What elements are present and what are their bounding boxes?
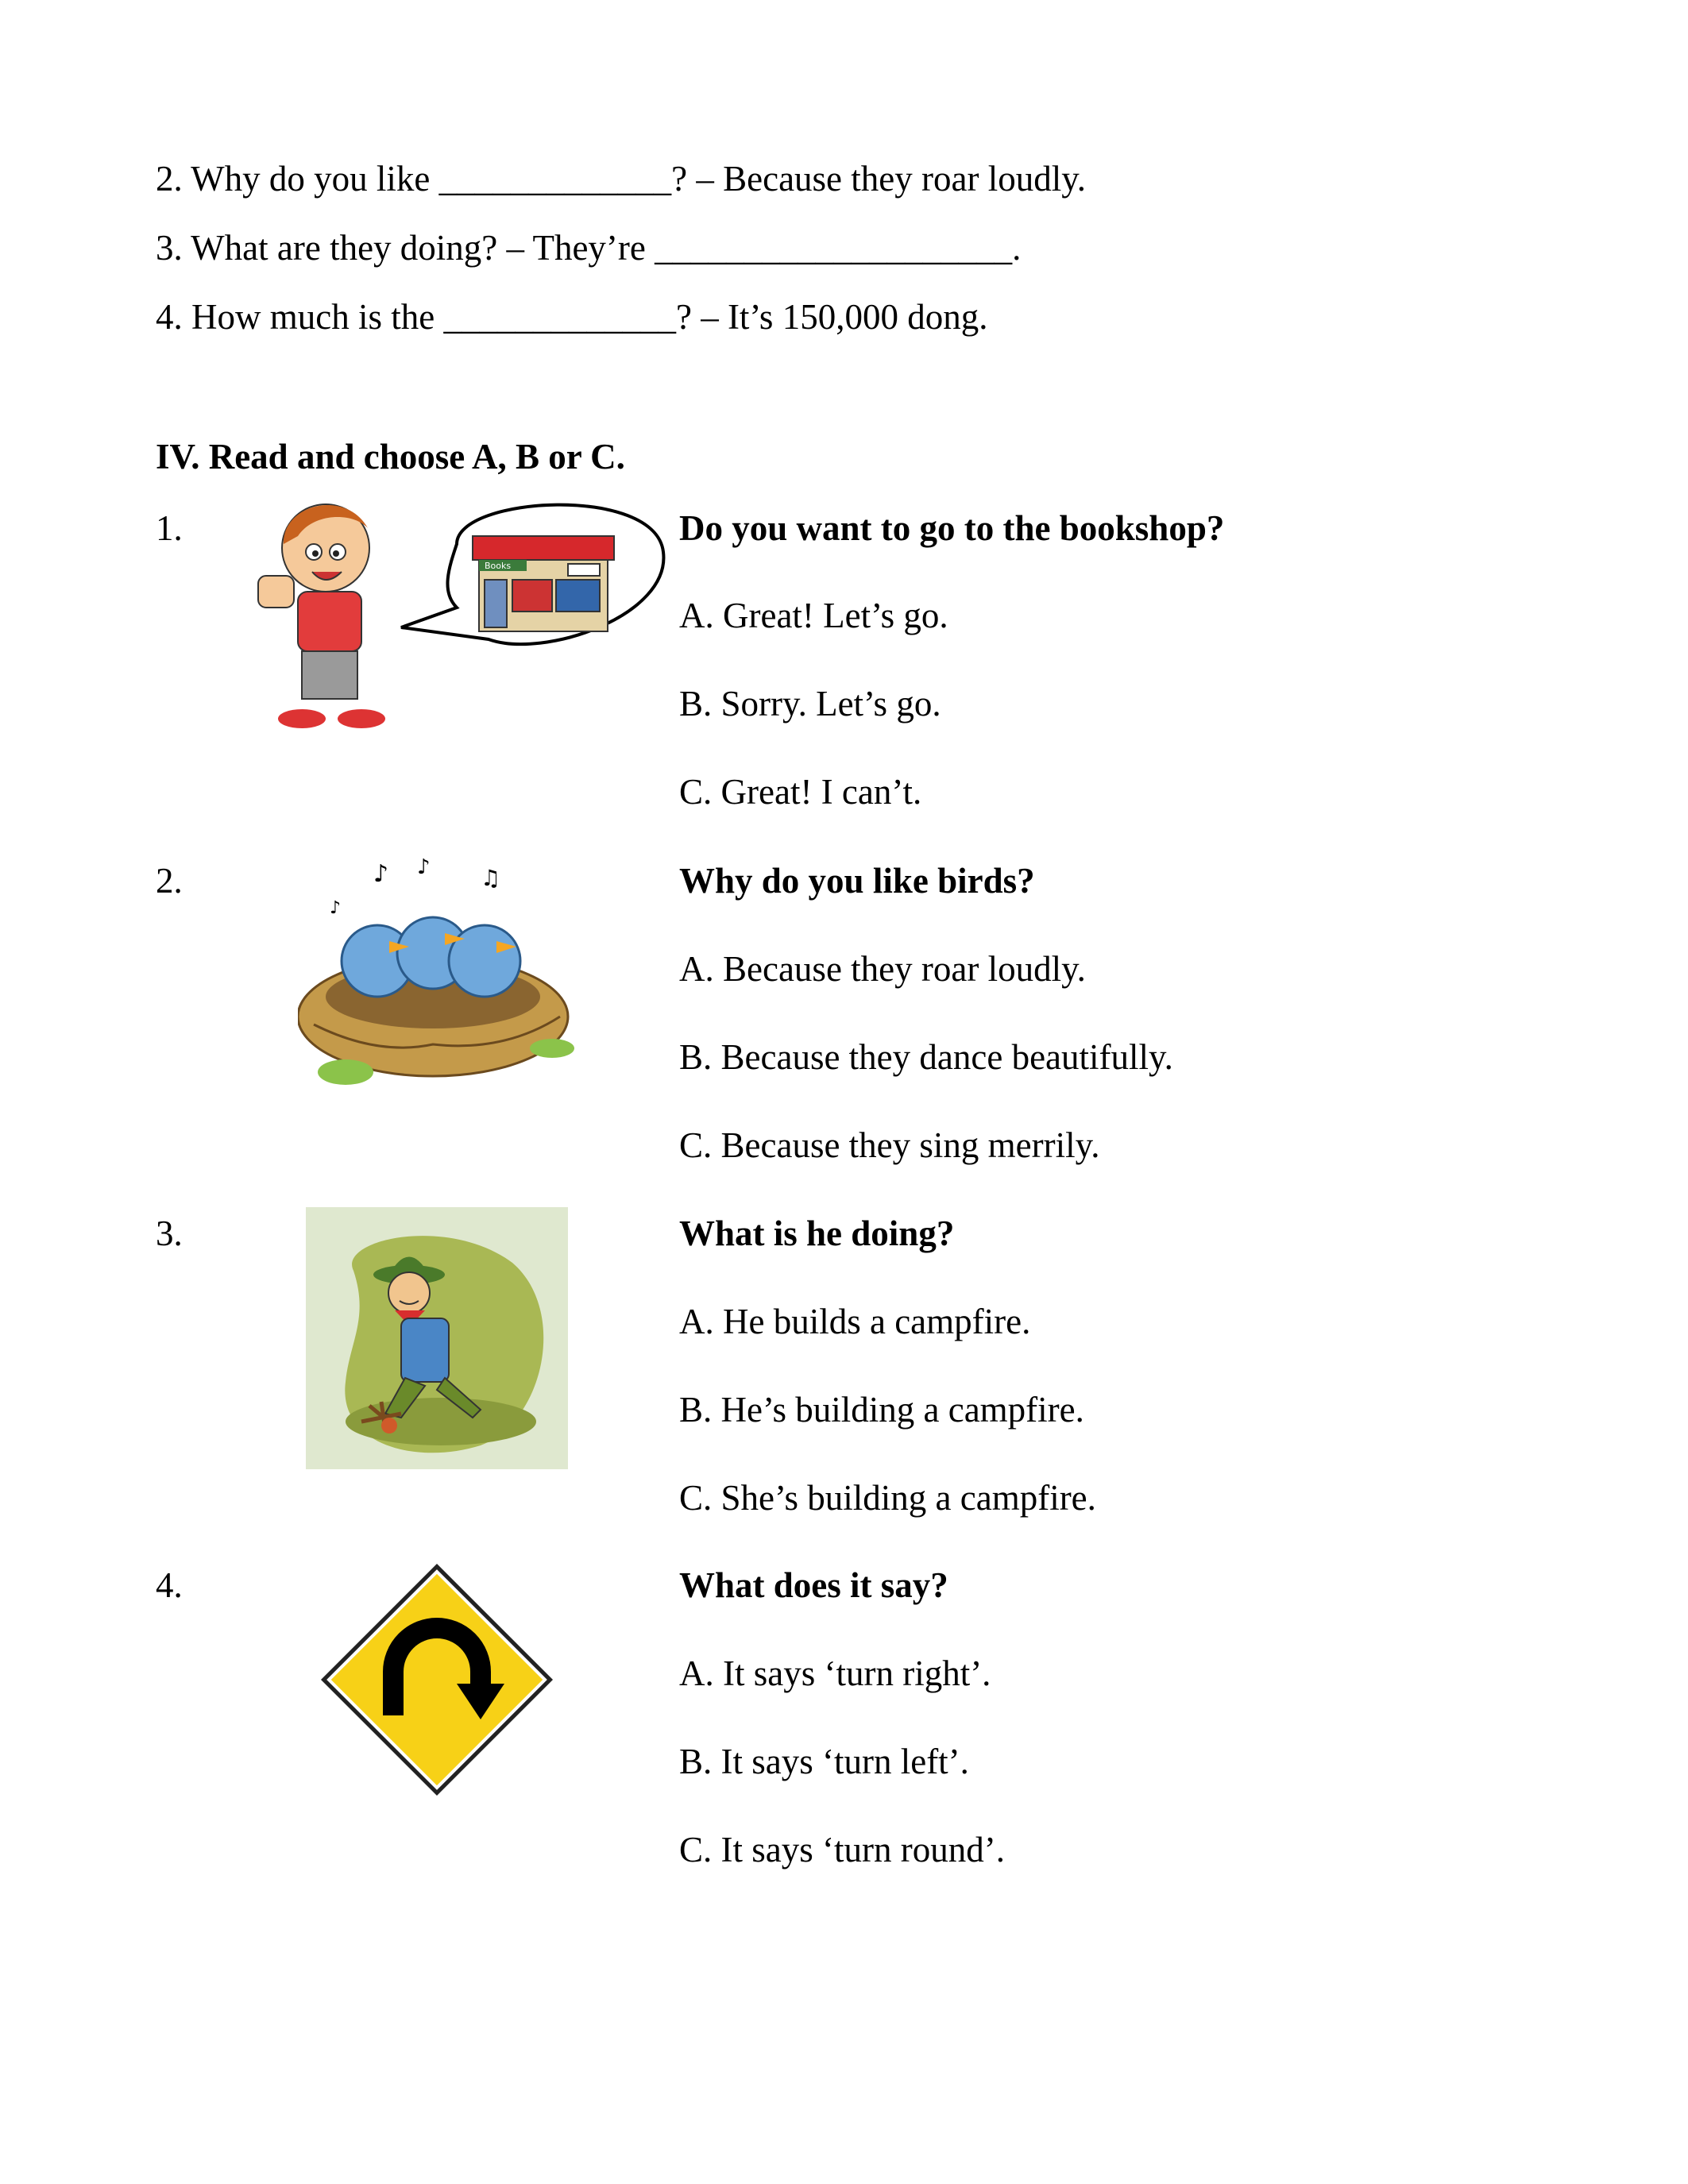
fill-in-line-4: 4. How much is the _____________? – It’s 150,000 dong.	[156, 297, 988, 337]
question-number: 1.	[156, 508, 183, 548]
question-text: Why do you like birds?	[679, 861, 1035, 901]
svg-text:♪: ♪	[417, 858, 431, 879]
option-a[interactable]: A. Great! Let’s go.	[679, 596, 948, 635]
section-heading: IV. Read and choose A, B or C.	[156, 437, 625, 477]
option-b[interactable]: B. Sorry. Let’s go.	[679, 684, 941, 723]
question-number: 3.	[156, 1214, 183, 1253]
question-text: What is he doing?	[679, 1214, 955, 1253]
option-b[interactable]: B. He’s building a campfire.	[679, 1390, 1084, 1430]
boy-thumbs-up-bookshop-icon	[226, 480, 671, 751]
question-number: 4.	[156, 1565, 183, 1605]
option-a[interactable]: A. It says ‘turn right’.	[679, 1653, 991, 1693]
bookshop-sign: Books	[485, 561, 512, 571]
option-c[interactable]: C. It says ‘turn round’.	[679, 1830, 1005, 1870]
answer-blank[interactable]: ____________________	[655, 228, 1013, 268]
singing-birds-nest-icon	[298, 858, 584, 1104]
svg-text:♪: ♪	[373, 860, 389, 888]
option-b[interactable]: B. Because they dance beautifully.	[679, 1037, 1173, 1077]
answer-blank[interactable]: _____________	[443, 297, 676, 337]
svg-text:♪: ♪	[330, 898, 342, 918]
option-c[interactable]: C. She’s building a campfire.	[679, 1478, 1096, 1518]
question-number: 2.	[156, 861, 183, 901]
boy-building-campfire-icon	[306, 1207, 568, 1469]
fill-in-line-2: 2. Why do you like _____________? – Because they roar loudly.	[156, 159, 1087, 199]
fill-in-line-3: 3. What are they doing? – They’re ____________________.	[156, 228, 1022, 268]
option-c[interactable]: C. Great! I can’t.	[679, 772, 922, 812]
u-turn-sign-icon	[318, 1561, 556, 1799]
answer-blank[interactable]: _____________	[438, 159, 672, 199]
option-c[interactable]: C. Because they sing merrily.	[679, 1125, 1100, 1165]
option-a[interactable]: A. Because they roar loudly.	[679, 949, 1086, 989]
option-b[interactable]: B. It says ‘turn left’.	[679, 1742, 969, 1781]
svg-text:♫: ♫	[481, 865, 501, 891]
option-a[interactable]: A. He builds a campfire.	[679, 1302, 1031, 1341]
question-text: Do you want to go to the bookshop?	[679, 508, 1225, 548]
question-text: What does it say?	[679, 1565, 948, 1605]
